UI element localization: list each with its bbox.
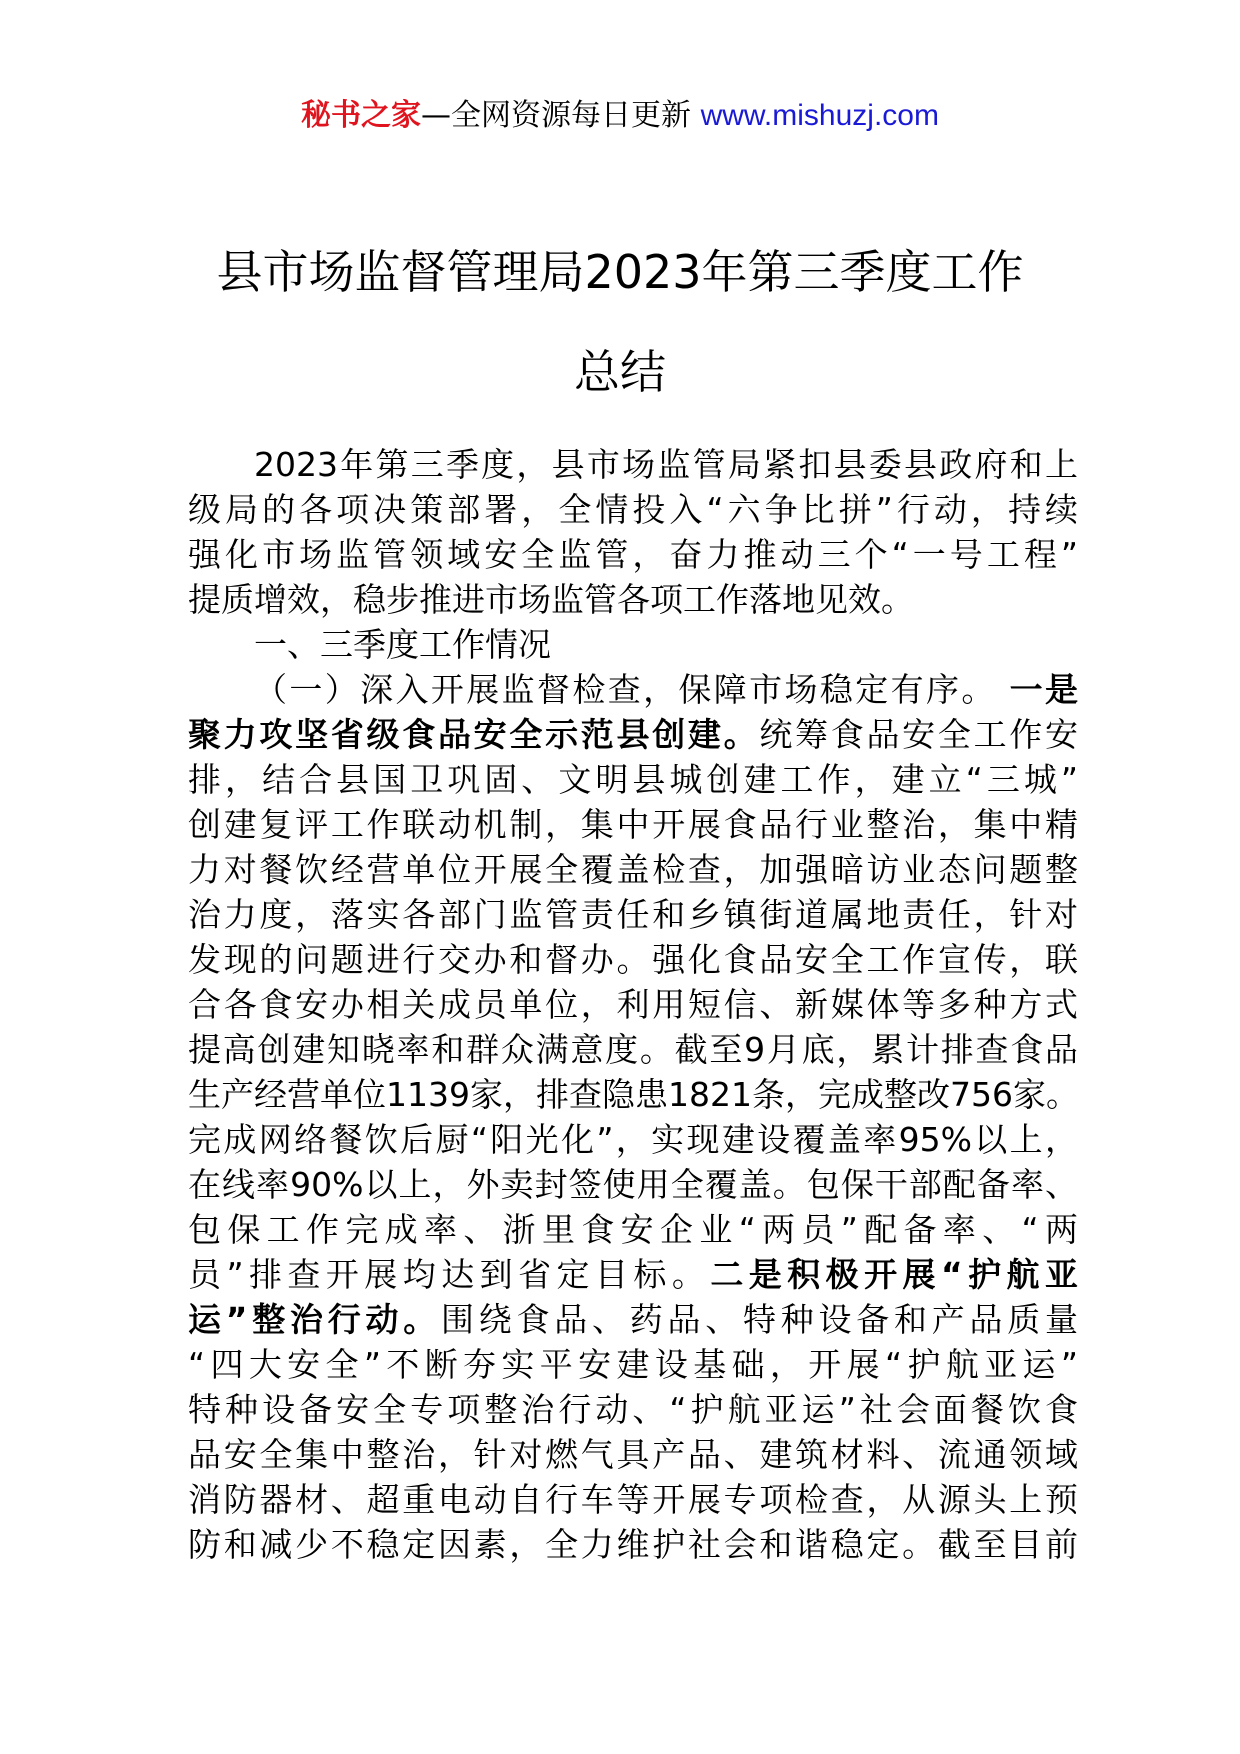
paragraph-2-line: 发现的问题进行交办和督办。强化食品安全工作宣传，联: [188, 940, 1078, 979]
point-title: 二是积极开展“护航亚: [710, 1255, 1078, 1294]
paragraph-2-line: 防和减少不稳定因素，全力维护社会和谐稳定。截至目前: [188, 1525, 1078, 1564]
point-text: 围绕食品、药品、特种设备和产品质量: [440, 1300, 1078, 1339]
title-line-2: 总结: [574, 345, 666, 399]
paragraph-2-line: 完成网络餐饮后厨“阳光化”，实现建设覆盖率95%以上，: [188, 1120, 1078, 1159]
title-line-1: 县市场监督管理局2023年第三季度工作: [216, 245, 1024, 299]
paragraph-2-line: 生产经营单位1139家，排查隐患1821条，完成整改756家。: [188, 1075, 1079, 1114]
paragraph-2-line: 合各食安办相关成员单位，利用短信、新媒体等多种方式: [188, 985, 1078, 1024]
site-header: [0, 96, 1240, 136]
document-body: [188, 442, 1078, 1567]
section-heading: 一、三季度工作情况: [254, 625, 551, 664]
paragraph-2-line: 特种设备安全专项整治行动、“护航亚运”社会面餐饮食: [188, 1390, 1078, 1429]
paragraph-2-line: [188, 1297, 1078, 1342]
paragraph-1-line: 提质增效，稳步推进市场监管各项工作落地见效。: [188, 580, 914, 619]
site-slogan: —全网资源每日更新: [421, 98, 692, 133]
paragraph-2-line: [188, 712, 1078, 757]
document-title: [0, 222, 1240, 422]
paragraph-1-line: 2023年第三季度，县市场监管局紧扣县委县政府和上: [254, 445, 1078, 484]
paragraph-2-line: 包保工作完成率、浙里食安企业“两员”配备率、“两: [188, 1210, 1078, 1249]
site-url-link[interactable]: www.mishuzj.com: [700, 99, 939, 132]
paragraph-2-line: 消防器材、超重电动自行车等开展专项检查，从源头上预: [188, 1480, 1078, 1519]
paragraph-2-line: 治力度，落实各部门监管责任和乡镇街道属地责任，针对: [188, 895, 1078, 934]
point-title: 聚力攻坚省级食品安全示范县创建。: [188, 715, 760, 754]
paragraph-2-line: 排，结合县国卫巩固、文明县城创建工作，建立“三城”: [188, 760, 1078, 799]
paragraph-2-line: 提高创建知晓率和群众满意度。截至9月底，累计排查食品: [188, 1030, 1078, 1069]
paragraph-2-line: 力对餐饮经营单位开展全覆盖检查，加强暗访业态问题整: [188, 850, 1078, 889]
paragraph-1-line: 级局的各项决策部署，全情投入“六争比拼”行动，持续: [188, 490, 1078, 529]
point-text: 统筹食品安全工作安: [759, 715, 1079, 754]
paragraph-2-line: 品安全集中整治，针对燃气具产品、建筑材料、流通领域: [188, 1435, 1078, 1474]
paragraph-2-line: “四大安全”不断夯实平安建设基础，开展“护航亚运”: [188, 1345, 1078, 1384]
point-title: 运”整治行动。: [188, 1300, 441, 1339]
subsection-heading: （一）深入开展监督检查，保障市场稳定有序。: [254, 670, 997, 709]
point-text: 员”排查开展均达到省定目标。: [188, 1255, 711, 1294]
paragraph-2-line: 创建复评工作联动机制，集中开展食品行业整治，集中精: [188, 805, 1078, 844]
paragraph-2-line: [188, 1252, 1078, 1297]
paragraph-1-line: 强化市场监管领域安全监管，奋力推动三个“一号工程”: [188, 535, 1078, 574]
paragraph-2-line: [188, 667, 1078, 712]
paragraph-2-line: 在线率90%以上，外卖封签使用全覆盖。包保干部配备率、: [188, 1165, 1078, 1204]
site-brand: 秘书之家: [301, 98, 422, 133]
point-label: 一是: [1009, 670, 1078, 709]
